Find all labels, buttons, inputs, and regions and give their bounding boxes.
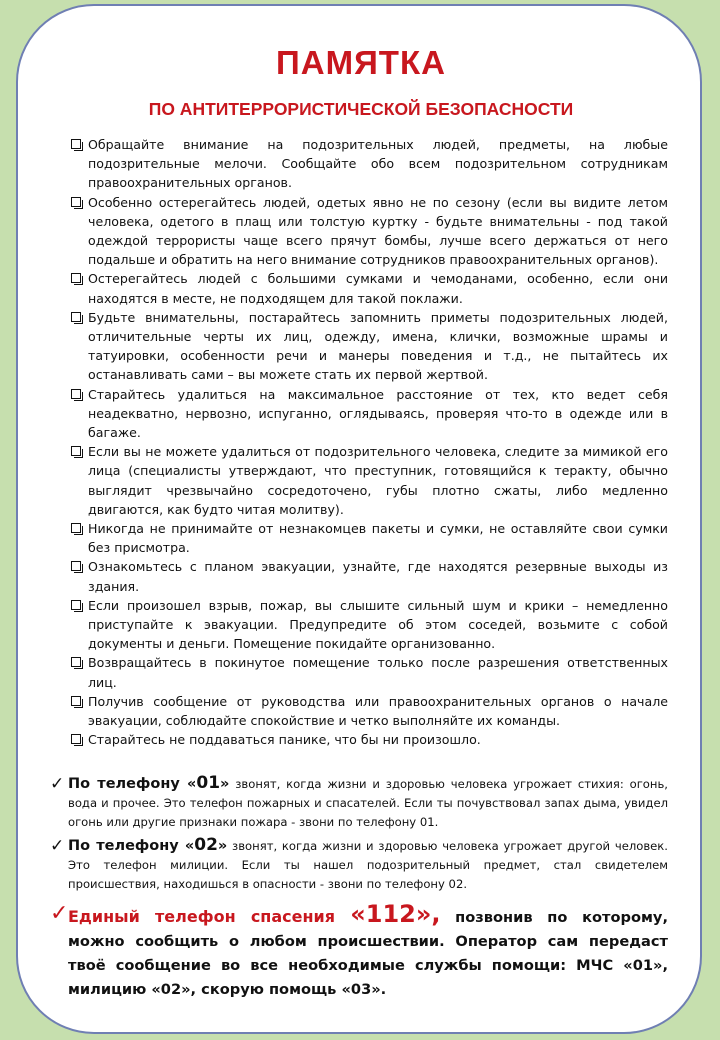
- rule-text: Особенно остерегайтесь людей, одетых явно не по сезону (если вы видите летом человека, одетого в плащ или толстую куртку - будьте внимательны - под такой одеждой террористы чаще всего прячут бомбы, лучше всего держаться от него подальше и обратить на него внимание сотрудников правоохранительных органов).: [88, 194, 668, 268]
- list-item: [68, 692, 668, 730]
- checkbox-square-icon: [71, 273, 81, 283]
- phone-01-number: 01: [196, 773, 221, 793]
- phone-01-close: »: [220, 776, 230, 792]
- checkbox-square-icon: [71, 696, 81, 706]
- checkmark-icon: ✓: [50, 774, 65, 794]
- rule-text: Если вы не можете удалиться от подозрительного человека, следите за мимикой его лица (специалисты утверждают, что преступник, готовящийся к теракту, обычно выглядит чрезвычайно сосредоточено, губы плотно сжаты, либо медленно двигаются, как будто читая молитву).: [88, 444, 668, 517]
- rule-text: Получив сообщение от руководства или правоохранительных органов о начале эвакуации, соблюдайте спокойствие и четко выполняйте их команды.: [88, 693, 668, 729]
- phone-01-text: звонят, когда жизни и здоровью человека угрожает стихия: огонь, вода и прочее. Это телефон пожарных и спасателей. Если ты почувствовал запах дыма, увидел огонь или другие признаки пожара - звони по телефону 01.: [68, 777, 668, 829]
- list-item: [68, 442, 668, 519]
- checkbox-square-icon: [71, 657, 81, 667]
- memo-card: [16, 4, 702, 1034]
- checkbox-square-icon: [71, 734, 81, 744]
- phones-list: [50, 774, 668, 1002]
- phone-112-text: позвонив по которому, можно сообщить о любом происшествии. Оператор сам передаст твоё сообщение во все необходимые службы помощи: МЧС «01», милицию «02», скорую помощь «03».: [68, 909, 668, 998]
- list-item: [68, 519, 668, 557]
- checkbox-square-icon: [71, 561, 81, 571]
- rule-text: Остерегайтесь людей с большими сумками и чемоданами, особенно, если они находятся в месте, не подходящем для такой поклажи.: [88, 271, 668, 306]
- phone-01-item: [50, 774, 668, 832]
- rule-text: Если произошел взрыв, пожар, вы слышите сильный шум и крики – немедленно приступайте к эвакуации. Предупредите об этом соседей, возьмите с собой документы и деньги. Помещение покидайте организованно.: [88, 597, 668, 652]
- rule-text: Ознакомьтесь с планом эвакуации, узнайте, где находятся резервные выходы из здания.: [88, 559, 668, 594]
- checkbox-square-icon: [71, 523, 81, 533]
- phone-112-lead: Единый телефон спасения: [68, 907, 351, 926]
- phone-02-close: »: [217, 838, 228, 854]
- checkbox-square-icon: [71, 600, 81, 610]
- list-item: [68, 135, 668, 193]
- list-item: [68, 193, 668, 270]
- rule-text: Никогда не принимайте от незнакомцев пакеты и сумки, не оставляйте свои сумки без присмотра.: [88, 521, 668, 556]
- phone-01-lead: По телефону «: [68, 776, 197, 792]
- list-item: [68, 557, 668, 595]
- checkbox-square-icon: [71, 446, 81, 456]
- checkmark-icon: ✓: [50, 901, 69, 926]
- checkbox-square-icon: [71, 197, 81, 207]
- checkbox-square-icon: [71, 389, 81, 399]
- rule-text: Обращайте внимание на подозрительных людей, предметы, на любые подозрительные мелочи. Сообщайте обо всем подозрительном сотрудникам правоохранительных органов.: [88, 137, 668, 191]
- list-item: [68, 596, 668, 654]
- phone-02-text: звонят, когда жизни и здоровью человека угрожает другой человек. Это телефон милиции. Если ты нашел подозрительный предмет, стал свидетелем происшествия, находишься в опасности - звони по телефону 02.: [68, 839, 668, 891]
- rule-text: Старайтесь не поддаваться панике, что бы ни произошло.: [88, 732, 481, 748]
- page-title: ПАМЯТКА: [276, 44, 446, 81]
- list-item: [68, 308, 668, 385]
- checkbox-square-icon: [71, 139, 81, 149]
- phone-02-lead: По телефону «: [68, 838, 195, 854]
- phone-112-item: [50, 902, 668, 1002]
- phone-02-number: 02: [194, 835, 218, 855]
- list-item: [68, 269, 668, 307]
- checkmark-icon: ✓: [50, 836, 65, 856]
- checkbox-square-icon: [71, 312, 81, 322]
- list-item: [68, 653, 668, 691]
- rule-text: Старайтесь удалиться на максимальное расстояние от тех, кто ведет себя неадекватно, нервозно, испуганно, оглядываясь, проверяя что-то в одежде или в багаже.: [88, 386, 668, 441]
- page-subtitle: ПО АНТИТЕРРОРИСТИЧЕСКОЙ БЕЗОПАСНОСТИ: [148, 99, 574, 119]
- list-item: [68, 730, 668, 749]
- phone-112-number: «112»,: [350, 900, 441, 928]
- rules-list: [68, 135, 668, 750]
- phone-02-item: [50, 836, 668, 894]
- list-item: [68, 385, 668, 443]
- rule-text: Будьте внимательны, постарайтесь запомнить приметы подозрительных людей, отличительные черты их лиц, одежду, имена, клички, возможные шрамы и татуировки, особенности речи и манеры поведения и т.д., не пытайтесь их останавливать сами – вы можете стать их первой жертвой.: [88, 309, 668, 383]
- rule-text: Возвращайтесь в покинутое помещение только после разрешения ответственных лиц.: [88, 655, 668, 690]
